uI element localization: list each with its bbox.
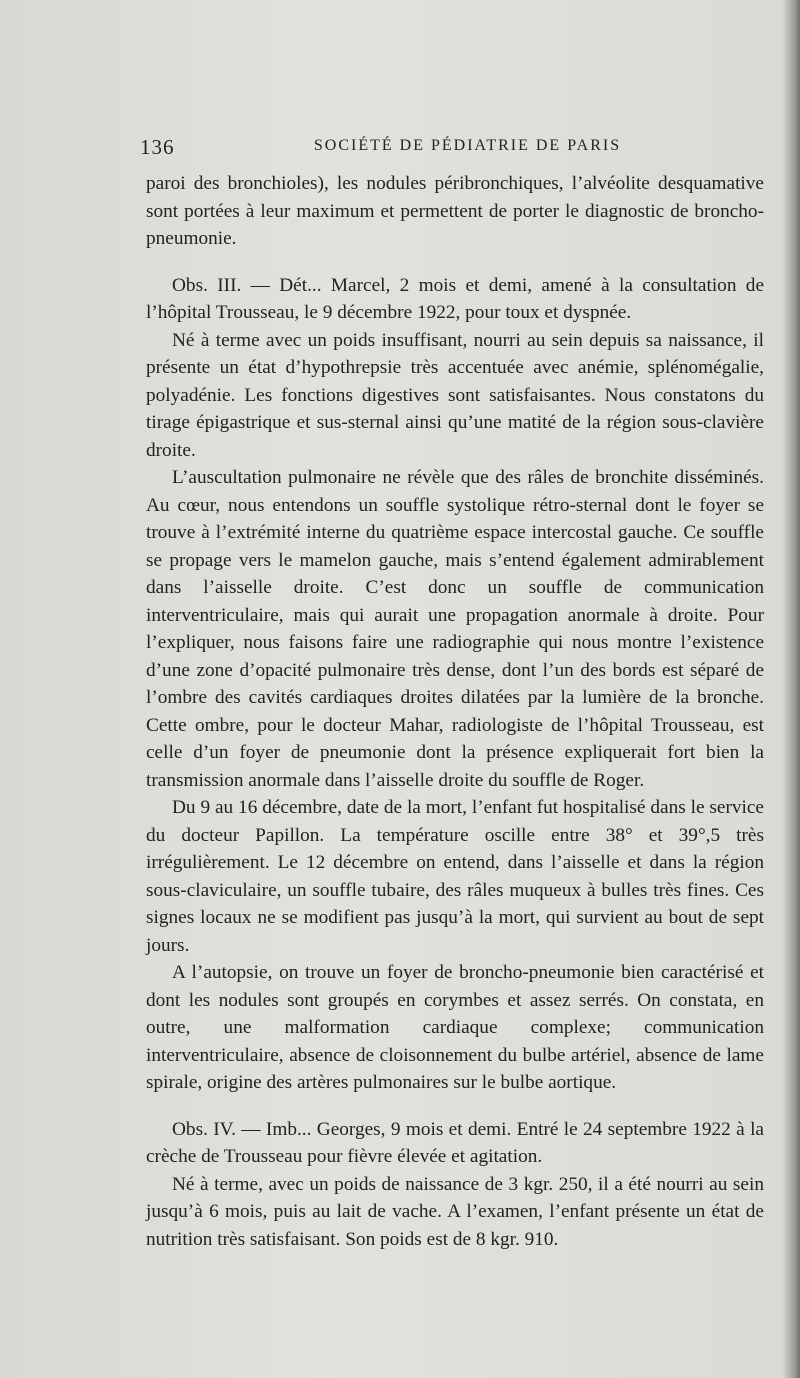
paragraph-obs-3-autopsy: A l’autopsie, on trouve un foyer de broncho-pneumonie bien caractérisé et dont les nodules sont groupés en corymbes et assez serrés. On constata, en outre, une malformation cardiaque complexe; communication interventriculaire, absence de cloisonnement du bulbe artériel, absence de lame spirale, origine des artères pulmonaires sur le bulbe aortique.: [146, 962, 764, 1093]
paragraph-obs-4-heading: Obs. IV. — Imb... Georges, 9 mois et demi. Entré le 24 septembre 1922 à la crèche de Trousseau pour fièvre élevée et agitation.: [146, 1118, 764, 1167]
paragraph-continuation: paroi des bronchioles), les nodules péribronchiques, l’alvéolite desquamative sont portées à leur maximum et permettent de porter le diagnostic de broncho-pneumonie.: [146, 173, 764, 249]
paragraph-obs-4-birth: Né à terme, avec un poids de naissance de 3 kgr. 250, il a été nourri au sein jusqu’à 6 mois, puis au lait de vache. A l’examen, l’enfant présente un état de nutrition très satisfaisant. Son poids est de 8 kgr. 910.: [146, 1173, 764, 1250]
page-spine-shadow: [782, 0, 800, 1378]
page-header: [140, 135, 765, 159]
paragraph-obs-3-heading: Obs. III. — Dét... Marcel, 2 mois et demi, amené à la consultation de l’hôpital Trousseau, le 9 décembre 1922, pour toux et dyspnée.: [146, 274, 764, 323]
paragraph-obs-3-auscultation: L’auscultation pulmonaire ne révèle que des râles de bronchite disséminés. Au cœur, nous entendons un souffle systolique rétro-sternal dont le foyer se trouve à l’extrémité interne du quatrième espace intercostal gauche. Ce souffle se propage vers le mamelon gauche, mais s’entend également admirablement dans l’aisselle droite. C’est donc un souffle de communication interventriculaire, mais qui aurait une propagation anormale à droite. Pour l’expliquer, nous faisons faire une radiographie qui nous montre l’existence d’une zone d’opacité pulmonaire très dense, dont l’un des bords est séparé de l’ombre des cavités cardiaques droites dilatées par la lumière de la bronche. Cette ombre, pour le docteur Mahar, radiologiste de l’hôpital Trousseau, est celle d’un foyer de pneumonie dont la présence expliquerait fort bien la transmission anormale dans l’aisselle droite du souffle de Roger.: [146, 467, 764, 791]
page-number: 136: [140, 135, 175, 159]
paragraph-obs-3-birth: Né à terme avec un poids insuffisant, nourri au sein depuis sa naissance, il présente un état d’hypothrepsie très accentuée avec anémie, splénomégalie, polyadénie. Les fonctions digestives sont satisfaisantes. Nous constatons du tirage épigastrique et sus-sternal ainsi qu’une matité de la région sous-clavière droite.: [146, 329, 764, 461]
body-text: [146, 170, 764, 1253]
running-head: SOCIÉTÉ DE PÉDIATRIE DE PARIS: [313, 137, 622, 154]
paragraph-obs-3-hospitalisation: Du 9 au 16 décembre, date de la mort, l’enfant fut hospitalisé dans le service du docteur Papillon. La température oscille entre 38° et 39°,5 très irrégulièrement. Le 12 décembre on entend, dans l’aisselle et dans la région sous-claviculaire, un souffle tubaire, des râles muqueux à bulles très fines. Ces signes locaux ne se modifient pas jusqu’à la mort, qui survient au bout de sept jours.: [146, 797, 764, 956]
